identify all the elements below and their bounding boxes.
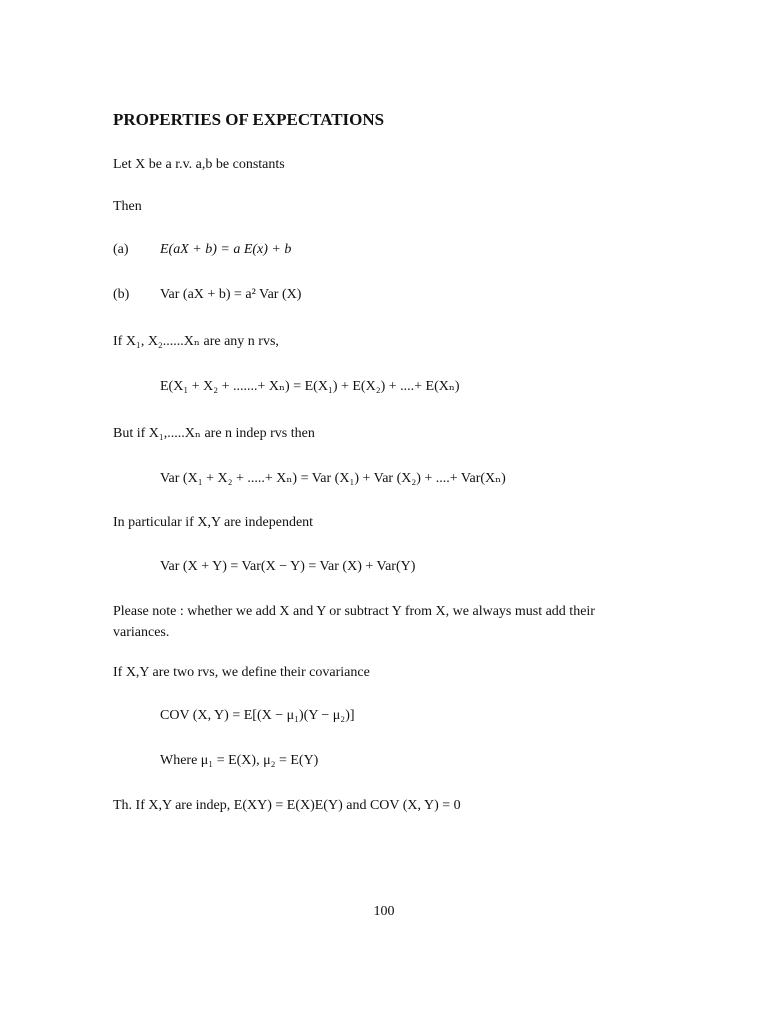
item-b-equation: Var (aX + b) = a² Var (X) xyxy=(160,287,302,302)
particular-text: In particular if X,Y are independent xyxy=(113,515,314,530)
page-number: 100 xyxy=(373,904,395,919)
note-text: Please note : whether we add X and Y or subtract Y from X, we always must add their variances. xyxy=(113,604,595,640)
then-text: Then xyxy=(113,199,142,214)
if-rvs-text: If X₁, X₂......Xₙ are any n rvs, xyxy=(113,334,279,349)
where-equation: Where μ₁ = E(X), μ₂ = E(Y) xyxy=(160,753,319,768)
item-b-label: (b) xyxy=(113,287,130,302)
intro-text: Let X be a r.v. a,b be constants xyxy=(113,157,285,172)
xy-variance-equation: Var (X + Y) = Var(X − Y) = Var (X) + Var(Y) xyxy=(160,559,416,574)
indep-rvs-text: But if X₁,.....Xₙ are n indep rvs then xyxy=(113,426,315,441)
covariance-text: If X,Y are two rvs, we define their covariance xyxy=(113,665,370,680)
page-title: PROPERTIES OF EXPECTATIONS xyxy=(113,110,385,129)
sum-variance-equation: Var (X₁ + X₂ + .....+ Xₙ) = Var (X₁) + Var (X₂) + ....+ Var(Xₙ) xyxy=(160,471,506,486)
sum-expectation-equation: E(X₁ + X₂ + .......+ Xₙ) = E(X₁) + E(X₂) + ....+ E(Xₙ) xyxy=(160,379,460,394)
item-a-label: (a) xyxy=(113,242,129,257)
theorem-text: Th. If X,Y are indep, E(XY) = E(X)E(Y) and COV (X, Y) = 0 xyxy=(113,798,461,813)
item-a-equation: E(aX + b) = a E(x) + b xyxy=(160,242,292,257)
covariance-equation: COV (X, Y) = E[(X − μ₁)(Y − μ₂)] xyxy=(160,708,355,723)
